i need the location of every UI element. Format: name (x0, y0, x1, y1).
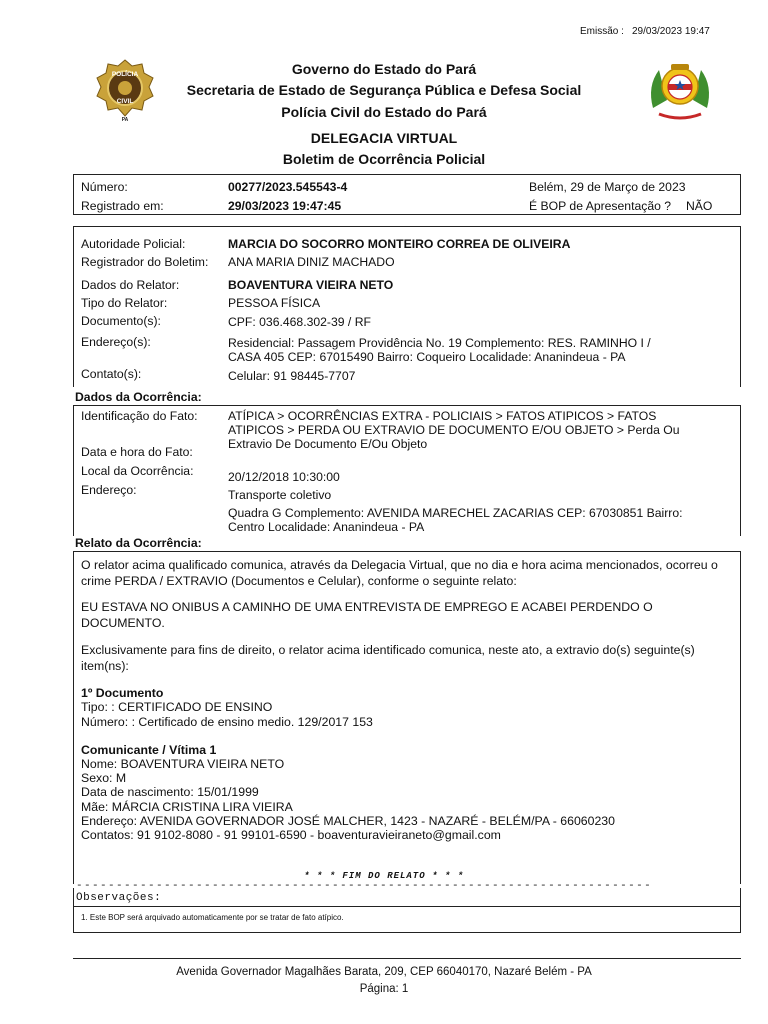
bop-label: É BOP de Apresentação ? (529, 199, 672, 213)
bop-value: NÃO (686, 199, 713, 213)
relato-paragraph-2: EU ESTAVA NO ONIBUS A CAMINHO DE UMA ENTREVISTA DE EMPREGO E ACABEI PERDENDO O DOCUMENTO. (81, 600, 653, 630)
header-delegacia: DELEGACIA VIRTUAL (310, 130, 458, 146)
vitima-nome: Nome: BOAVENTURA VIEIRA NETO (81, 757, 285, 771)
emissao-label: Emissão : (580, 26, 624, 37)
relato-paragraph-1: O relator acima qualificado comunica, através da Delegacia Virtual, que no dia e hora acima mencionados, ocorreu o crime PERDA / EXTRAVIO (Documentos e Celular), conforme o seguinte relato: (81, 558, 718, 588)
header-governo: Governo do Estado do Pará (291, 61, 477, 77)
registrador-value: ANA MARIA DINIZ MACHADO (228, 255, 395, 269)
observacoes-label: Observações: (76, 892, 162, 904)
local-ocorrencia-label: Local da Ocorrência: (81, 464, 194, 478)
header-boletim: Boletim de Ocorrência Policial (282, 151, 486, 167)
ocorrencia-endereco-label: Endereço: (81, 483, 137, 497)
dashed-divider: ------------------------------------------------------------------------ (76, 880, 653, 892)
vitima-mae: Mãe: MÁRCIA CRISTINA LIRA VIEIRA (81, 800, 293, 814)
vitima-endereco: Endereço: AVENIDA GOVERNADOR JOSÉ MALCHER, 1423 - NAZARÉ - BELÉM/PA - 66060230 (81, 814, 615, 828)
observacoes-note: 1. Este BOP será arquivado automaticamente por se tratar de fato atípico. (81, 913, 344, 922)
relator-documento-label: Documento(s): (81, 314, 161, 328)
documento-title: 1º Documento (81, 686, 164, 700)
relator-dados-label: Dados do Relator: (81, 278, 180, 292)
identificacao-line2: ATIPICOS > PERDA OU EXTRAVIO DE DOCUMENTO E/OU OBJETO > Perda Ou (228, 423, 680, 437)
relator-contato-label: Contato(s): (81, 367, 142, 381)
registrado-label: Registrado em: (81, 199, 164, 213)
registrado-value: 29/03/2023 19:47:45 (228, 199, 342, 213)
svg-text:CIVIL: CIVIL (116, 98, 134, 105)
vitima-nascimento: Data de nascimento: 15/01/1999 (81, 785, 259, 799)
registrador-label: Registrador do Boletim: (81, 255, 209, 269)
ocorrencia-endereco-line1: Quadra G Complemento: AVENIDA MARECHEL ZACARIAS CEP: 67030851 Bairro: (228, 506, 683, 520)
local-data-value: Belém, 29 de Março de 2023 (529, 180, 686, 194)
ocorrencia-endereco-line2: Centro Localidade: Ananindeua - PA (228, 520, 425, 534)
svg-text:POLÍCIA: POLÍCIA (111, 71, 139, 78)
ocorrencia-section-title: Dados da Ocorrência: (75, 390, 202, 404)
relator-endereco-line2: CASA 405 CEP: 67015490 Bairro: Coqueiro Localidade: Ananindeua - PA (228, 350, 626, 364)
numero-value: 00277/2023.545543-4 (228, 180, 348, 194)
documento-numero: Número: : Certificado de ensino medio. 129/2017 153 (81, 715, 373, 729)
relator-tipo-label: Tipo do Relator: (81, 296, 168, 310)
emissao-value: 29/03/2023 19:47 (632, 26, 710, 37)
numero-label: Número: (81, 180, 128, 194)
relator-endereco-label: Endereço(s): (81, 335, 151, 349)
svg-text:PA: PA (121, 117, 129, 123)
documento-tipo: Tipo: : CERTIFICADO DE ENSINO (81, 700, 273, 714)
header-policia: Polícia Civil do Estado do Pará (281, 104, 487, 120)
identificacao-line3: Extravio De Documento E/Ou Objeto (228, 437, 428, 451)
relator-contato-value: Celular: 91 98445-7707 (228, 369, 356, 383)
relator-tipo-value: PESSOA FÍSICA (228, 296, 321, 310)
footer-address: Avenida Governador Magalhães Barata, 209, CEP 66040170, Nazaré Belém - PA (176, 966, 592, 978)
relator-documento-value: CPF: 036.468.302-39 / RF (228, 315, 371, 329)
relator-dados-value: BOAVENTURA VIEIRA NETO (228, 278, 394, 292)
relator-endereco-line1: Residencial: Passagem Providência No. 19 Complemento: RES. RAMINHO I / (228, 336, 651, 350)
relato-section-title: Relato da Ocorrência: (75, 536, 202, 550)
autoridade-label: Autoridade Policial: (81, 237, 186, 251)
fim-do-relato: * * * FIM DO RELATO * * * (303, 871, 465, 881)
data-hora-label: Data e hora do Fato: (81, 445, 193, 459)
identificacao-label: Identificação do Fato: (81, 409, 198, 423)
autoridade-value: MARCIA DO SOCORRO MONTEIRO CORREA DE OLIVEIRA (228, 237, 571, 251)
relato-paragraph-3: Exclusivamente para fins de direito, o relator acima identificado comunica, neste ato, a extravio do(s) seguinte(s) item(ns): (81, 643, 695, 673)
local-ocorrencia-value: Transporte coletivo (228, 488, 332, 502)
identificacao-line1: ATÍPICA > OCORRÊNCIAS EXTRA - POLICIAIS > FATOS ATIPICOS > FATOS (228, 409, 657, 423)
vitima-sexo: Sexo: M (81, 771, 127, 785)
vitima-title: Comunicante / Vítima 1 (81, 743, 217, 757)
footer-page: Página: 1 (359, 983, 409, 995)
header-secretaria: Secretaria de Estado de Segurança Pública e Defesa Social (186, 82, 582, 98)
data-hora-value: 20/12/2018 10:30:00 (228, 470, 340, 484)
vitima-contatos: Contatos: 91 9102-8080 - 91 99101-6590 - boaventuravieiraneto@gmail.com (81, 828, 501, 842)
